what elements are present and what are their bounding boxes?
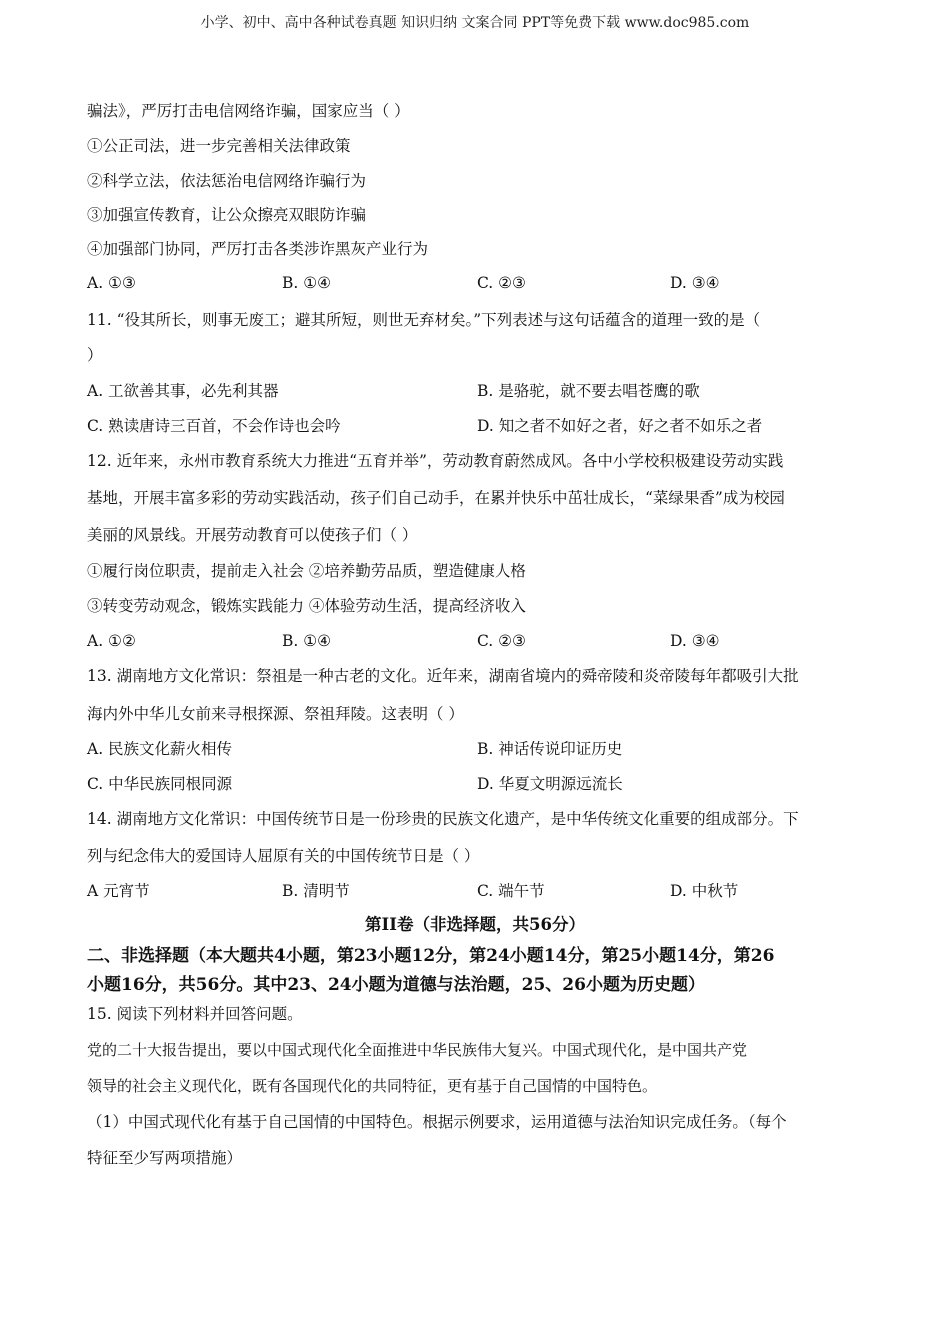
q10-option-a: A. ①③	[87, 274, 136, 292]
q12-stem-line-3: 美丽的风景线。开展劳动教育可以使孩子们（ ）	[87, 526, 418, 544]
q14-option-d: D. 中秋节	[670, 882, 739, 900]
section-2-heading-line-1: 二、非选择题（本大题共4小题，第23小题12分，第24小题14分，第25小题14分，第26	[87, 946, 775, 966]
q11-option-d: D. 知之者不如好之者，好之者不如乐之者	[477, 417, 763, 435]
q14-stem-line-1: 14. 湖南地方文化常识：中国传统节日是一份珍贵的民族文化遗产，是中华传统文化重要的组成部分。下	[87, 810, 799, 828]
q14-stem-line-2: 列与纪念伟大的爱国诗人屈原有关的中国传统节日是（ ）	[87, 847, 480, 865]
q11-option-a: A. 工欲善其事，必先利其器	[87, 382, 279, 400]
q15-stem: 15. 阅读下列材料并回答问题。	[87, 1005, 303, 1023]
q13-option-b: B. 神话传说印证历史	[477, 740, 623, 758]
q12-items-line-1: ①履行岗位职责，提前走入社会 ②培养勤劳品质，塑造健康人格	[87, 562, 526, 580]
q12-option-d: D. ③④	[670, 632, 720, 650]
q14-option-b: B. 清明节	[282, 882, 350, 900]
q12-option-b: B. ①④	[282, 632, 332, 650]
q13-option-a: A. 民族文化薪火相传	[87, 740, 233, 758]
q15-sub-1-line-1: （1）中国式现代化有基于自己国情的中国特色。根据示例要求，运用道德与法治知识完成任务。（每个	[87, 1113, 787, 1131]
q10-option-b: B. ①④	[282, 274, 332, 292]
section-2-title: 第II卷（非选择题，共56分）	[365, 915, 585, 934]
q15-material-line-2: 领导的社会主义现代化，既有各国现代化的共同特征，更有基于自己国情的中国特色。	[87, 1077, 658, 1095]
section-2-heading-line-2: 小题16分，共56分。其中23、24小题为道德与法治题，25、26小题为历史题）	[87, 975, 705, 995]
q13-option-d: D. 华夏文明源远流长	[477, 775, 623, 793]
q11-stem-line-1: 11. “役其所长，则事无废工；避其所短，则世无弃材矣。”下列表述与这句话蕴含的道理一致的是（	[87, 311, 761, 329]
q14-option-c: C. 端午节	[477, 882, 545, 900]
q10-item-3: ③加强宣传教育，让公众擦亮双眼防诈骗	[87, 206, 367, 224]
q12-items-line-2: ③转变劳动观念，锻炼实践能力 ④体验劳动生活，提高经济收入	[87, 597, 526, 615]
q11-option-b: B. 是骆驼，就不要去唱苍鹰的歌	[477, 382, 700, 400]
q10-option-c: C. ②③	[477, 274, 526, 292]
q14-option-a: A 元宵节	[87, 882, 150, 900]
q10-option-d: D. ③④	[670, 274, 720, 292]
q13-option-c: C. 中华民族同根同源	[87, 775, 233, 793]
q15-sub-1-line-2: 特征至少写两项措施）	[87, 1149, 243, 1167]
q11-option-c: C. 熟读唐诗三百首，不会作诗也会吟	[87, 417, 341, 435]
q10-item-2: ②科学立法，依法惩治电信网络诈骗行为	[87, 172, 367, 190]
q11-stem-line-2: ）	[87, 346, 103, 364]
q13-stem-line-1: 13. 湖南地方文化常识：祭祖是一种古老的文化。近年来，湖南省境内的舜帝陵和炎帝陵每年都吸引大批	[87, 667, 799, 685]
q10-stem: 骗法》，严厉打击电信网络诈骗，国家应当（ ）	[87, 102, 410, 120]
q10-item-1: ①公正司法，进一步完善相关法律政策	[87, 137, 351, 155]
q13-stem-line-2: 海内外中华儿女前来寻根探源、祭祖拜陵。这表明（ ）	[87, 705, 464, 723]
q12-stem-line-1: 12. 近年来，永州市教育系统大力推进“五育并举”，劳动教育蔚然成风。各中小学校积极建设劳动实践	[87, 452, 784, 470]
q12-stem-line-2: 基地，开展丰富多彩的劳动实践活动，孩子们自己动手，在累并快乐中茁壮成长，“菜绿果香”成为校园	[87, 489, 785, 507]
page-header: 小学、初中、高中各种试卷真题 知识归纳 文案合同 PPT等免费下载 www.doc985.com	[200, 15, 750, 31]
q12-option-a: A. ①②	[87, 632, 136, 650]
q15-material-line-1: 党的二十大报告提出，要以中国式现代化全面推进中华民族伟大复兴。中国式现代化，是中国共产党	[87, 1041, 748, 1059]
q10-item-4: ④加强部门协同，严厉打击各类涉诈黑灰产业行为	[87, 240, 429, 258]
q12-option-c: C. ②③	[477, 632, 526, 650]
